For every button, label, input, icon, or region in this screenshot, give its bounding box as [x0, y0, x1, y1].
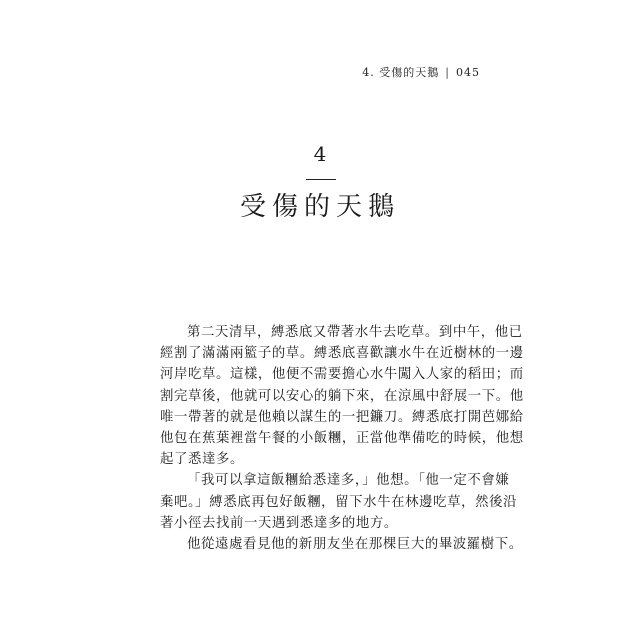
paragraph-3: [160, 534, 523, 555]
text-line: 他從遠處看見他的新朋友坐在那棵巨大的畢波羅樹下。: [187, 537, 523, 553]
text-line: 河岸吃草。這樣，他便不需要擔心水牛闖入人家的稻田；而: [160, 367, 524, 383]
chapter-title: 受傷的天鵝: [239, 192, 400, 222]
paragraph-2: [160, 470, 518, 534]
chapter-divider: [306, 179, 336, 180]
body-text: [160, 322, 524, 555]
text-line: 起了悉達多。: [160, 452, 244, 468]
text-line: 棄吧。」縛悉底再包好飯糰，留下水牛在林邊吃草，然後沿: [160, 494, 518, 510]
text-line: 經割了滿滿兩籃子的草。縛悉底喜歡讓水牛在近樹林的一邊: [160, 346, 524, 362]
text-line: 著小徑去找前一天遇到悉達多的地方。: [160, 515, 398, 531]
text-line: 唯一帶著的就是他賴以謀生的一把鐮刀。縛悉底打開芭娜給: [160, 409, 524, 425]
text-line: 第二天清早，縛悉底又帶著水牛去吃草。到中午，他已: [187, 325, 523, 340]
header-separator: |: [445, 65, 450, 79]
running-header: [362, 64, 480, 80]
text-line: 「我可以拿這飯糰給悉達多，」他想。「他一定不會嫌: [187, 473, 510, 489]
paragraph-1: [160, 322, 524, 470]
header-chapter-ref: 4. 受傷的天鵝: [362, 66, 440, 79]
text-line: 他包在蕉葉裡當午餐的小飯糰，正當他準備吃的時候，他想: [160, 431, 524, 447]
text-line: 割完草後，他就可以安心的躺下來，在涼風中舒展一下。他: [160, 388, 524, 404]
chapter-number: 4: [313, 142, 327, 166]
page-number: 045: [456, 65, 480, 79]
